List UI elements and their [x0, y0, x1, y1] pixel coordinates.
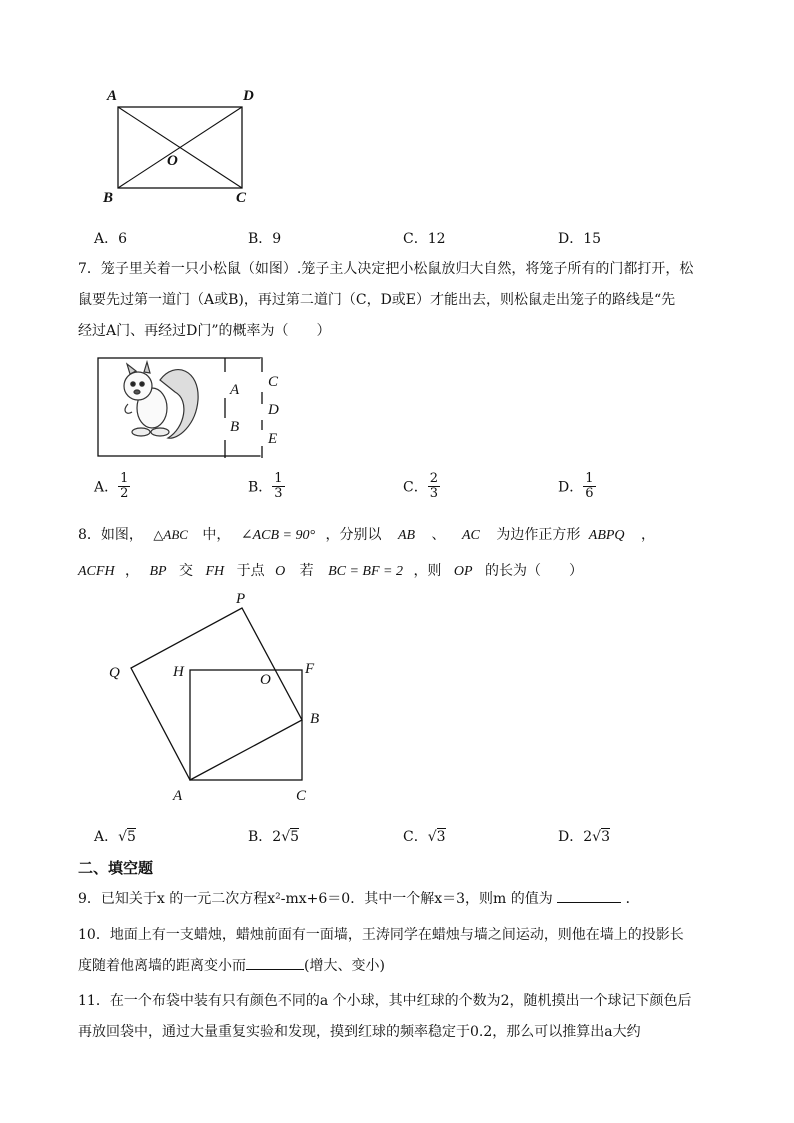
- rect-label-d: D: [243, 88, 254, 104]
- sq-label-p: P: [236, 591, 246, 607]
- rect-label-o: O: [167, 153, 178, 169]
- q8-option-d[interactable]: D．2√3: [558, 829, 610, 845]
- q7-line2: 鼠要先过第一道门（A或B)，再过第二道门（C，D或E）才能出去，则松鼠走出笼子的路线是“先: [78, 292, 676, 308]
- q7-option-a[interactable]: A． $\frac{1}{2}$: [94, 471, 129, 501]
- q8-line2: ACFH ， BP 交 FH 于点 O 若 BC = BF = 2 ，则 OP 的长为（ ）: [78, 563, 584, 579]
- q7-option-d[interactable]: D． $\frac{1}{6}$: [558, 471, 594, 501]
- q9-text: 9．已知关于x 的一元二次方程x²-mx+6＝0．其中一个解x＝3，则m 的值为 ．: [78, 888, 640, 908]
- cage-label-c: C: [268, 374, 279, 390]
- q8-option-b[interactable]: B．2√5: [248, 829, 300, 845]
- cage-label-e: E: [268, 431, 278, 447]
- q10-line2: 度随着他离墙的距离变小而 (增大、变小): [78, 955, 385, 975]
- sq-label-h: H: [173, 664, 184, 680]
- square-abpq: [131, 608, 302, 780]
- squirrel-illustration: [124, 362, 198, 438]
- rect-label-a: A: [107, 88, 118, 104]
- q9-answer-blank[interactable]: [557, 888, 621, 903]
- sq-label-q: Q: [109, 665, 120, 681]
- sq-label-o: O: [260, 672, 271, 688]
- q6-option-c[interactable]: C．12: [403, 231, 446, 247]
- cage-label-b: B: [230, 419, 240, 435]
- square-acfh: [190, 670, 302, 780]
- q8-option-c[interactable]: C．√3: [403, 829, 446, 845]
- sq-label-c: C: [296, 788, 307, 804]
- q7-line3: 经过A门、再经过D门”的概率为（ ）: [78, 323, 331, 339]
- sq-label-f: F: [305, 661, 315, 677]
- sq-label-b: B: [310, 711, 320, 727]
- q11-line1: 11．在一个布袋中装有只有颜色不同的a 个小球，其中红球的个数为2，随机摸出一个球记下颜色后: [78, 993, 692, 1009]
- q10-answer-blank[interactable]: [246, 955, 304, 970]
- rect-label-c: C: [236, 190, 247, 206]
- cage-label-a: A: [230, 382, 240, 398]
- q6-option-d[interactable]: D．15: [558, 231, 602, 247]
- q10-line1: 10．地面上有一支蜡烛，蜡烛前面有一面墙，王涛同学在蜡烛与墙之间运动，则他在墙上的投影长: [78, 927, 684, 943]
- q7-line1: 7．笼子里关着一只小松鼠（如图）.笼子主人决定把小松鼠放归大自然，将笼子所有的门都打开，松: [78, 261, 694, 277]
- section-fill-in-title: 二、填空题: [78, 859, 154, 877]
- q8-line1: 8．如图， △ABC 中， ∠ACB = 90° ，分别以 AB 、 AC 为边作正方形 ABPQ ，: [78, 527, 655, 543]
- rect-label-b: B: [103, 190, 114, 206]
- q7-option-b[interactable]: B． $\frac{1}{3}$: [248, 471, 283, 501]
- q7-option-c[interactable]: C． $\frac{2}{3}$: [403, 471, 438, 501]
- q6-option-b[interactable]: B．9: [248, 231, 282, 247]
- q6-option-a[interactable]: A．6: [94, 231, 128, 247]
- q8-option-a[interactable]: A．√5: [94, 829, 136, 845]
- q11-line2: 再放回袋中，通过大量重复实验和发现，摸到红球的频率稳定于0.2，那么可以推算出a大约: [78, 1024, 641, 1040]
- cage-label-d: D: [268, 402, 279, 418]
- sq-label-a: A: [173, 788, 183, 804]
